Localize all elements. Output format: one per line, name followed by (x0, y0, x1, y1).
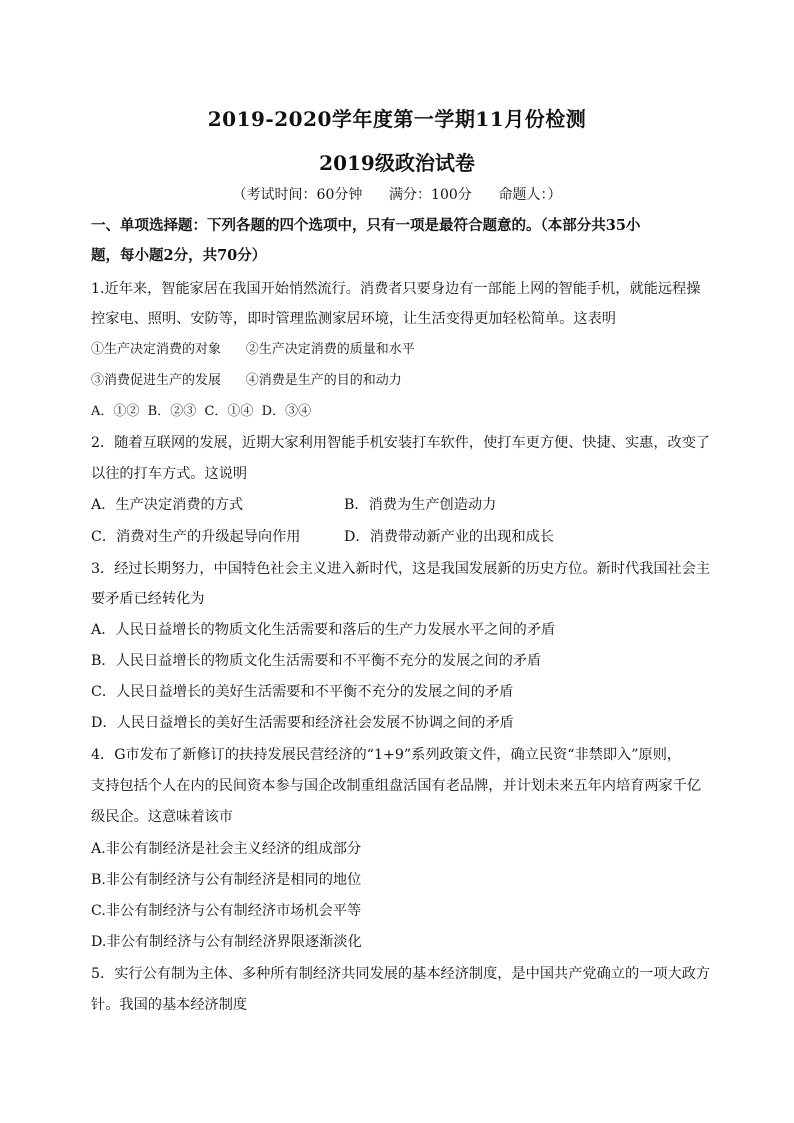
q1-stem-line1: 1.近年来，智能家居在我国开始悄然流行。消费者只要身边有一部能上网的智能手机，就能远程操 (91, 281, 701, 297)
q5-stem-line2: 针。我国的基本经济制度 (91, 997, 248, 1013)
q2-option-b: B．消费为生产创造动力 (344, 497, 497, 513)
exam-info: （考试时间：60分钟 满分：100分 命题人：） (232, 187, 562, 203)
q3-option-b: B．人民日益增长的物质文化生活需要和不平衡不充分的发展之间的矛盾 (91, 653, 542, 669)
q4-stem-line3: 级民企。这意味着该市 (91, 809, 233, 825)
q2-option-c: C．消费对生产的升级起导向作用 (91, 529, 301, 545)
q3-stem-line1: 3．经过长期努力，中国特色社会主义进入新时代，这是我国发展新的历史方位。新时代我国社会主 (91, 561, 711, 577)
q3-option-d: D．人民日益增长的美好生活需要和经济社会发展不协调之间的矛盾 (91, 715, 514, 731)
q3-option-a: A．人民日益增长的物质文化生活需要和落后的生产力发展水平之间的矛盾 (91, 622, 556, 638)
q1-statements-line1: ①生产决定消费的对象 ②生产决定消费的质量和水平 (91, 342, 415, 357)
exam-title: 2019-2020学年度第一学期11月份检测 (207, 107, 587, 131)
q4-option-d: D.非公有制经济与公有制经济界限逐渐淡化 (91, 934, 362, 950)
exam-subtitle: 2019级政治试卷 (319, 151, 475, 175)
q4-option-c: C.非公有制经济与公有制经济市场机会平等 (91, 903, 362, 919)
section-heading-line1: 一、单项选择题：下列各题的四个选项中，只有一项是最符合题意的。（本部分共35小 (91, 217, 641, 234)
q4-stem-line2: 支持包括个人在内的民间资本参与国企改制重组盘活国有老品牌，并计划未来五年内培育两家千亿 (91, 778, 702, 794)
q2-stem-line2: 以往的打车方式。这说明 (91, 466, 248, 482)
q3-stem-line2: 要矛盾已经转化为 (91, 591, 205, 607)
section-heading-line2: 题，每小题2分，共70分） (91, 247, 267, 264)
q2-option-a: A．生产决定消费的方式 (91, 497, 244, 513)
q3-option-c: C．人民日益增长的美好生活需要和不平衡不充分的发展之间的矛盾 (91, 684, 514, 700)
q1-statements-line2: ③消费促进生产的发展 ④消费是生产的目的和动力 (91, 373, 402, 388)
q4-option-a: A.非公有制经济是社会主义经济的组成部分 (91, 841, 362, 857)
q5-stem-line1: 5．实行公有制为主体、多种所有制经济共同发展的基本经济制度，是中国共产党确立的一项大政方 (91, 966, 711, 982)
q4-stem-line1: 4．G市发布了新修订的扶持发展民营经济的“1+9”系列政策文件，确立民资“非禁即入”原则， (91, 747, 682, 763)
q4-option-b: B.非公有制经济与公有制经济是相同的地位 (91, 872, 362, 888)
q1-stem-line2: 控家电、照明、安防等，即时管理监测家居环境，让生活变得更加轻松简单。这表明 (91, 311, 616, 327)
q2-stem-line1: 2．随着互联网的发展，近期大家利用智能手机安装打车软件，使打车更方便、快捷、实惠，改变了 (91, 435, 711, 451)
q1-answer-choices: A．①② B．②③ C．①④ D．③④ (91, 404, 312, 419)
q2-option-d: D．消费带动新产业的出现和成长 (344, 529, 555, 545)
